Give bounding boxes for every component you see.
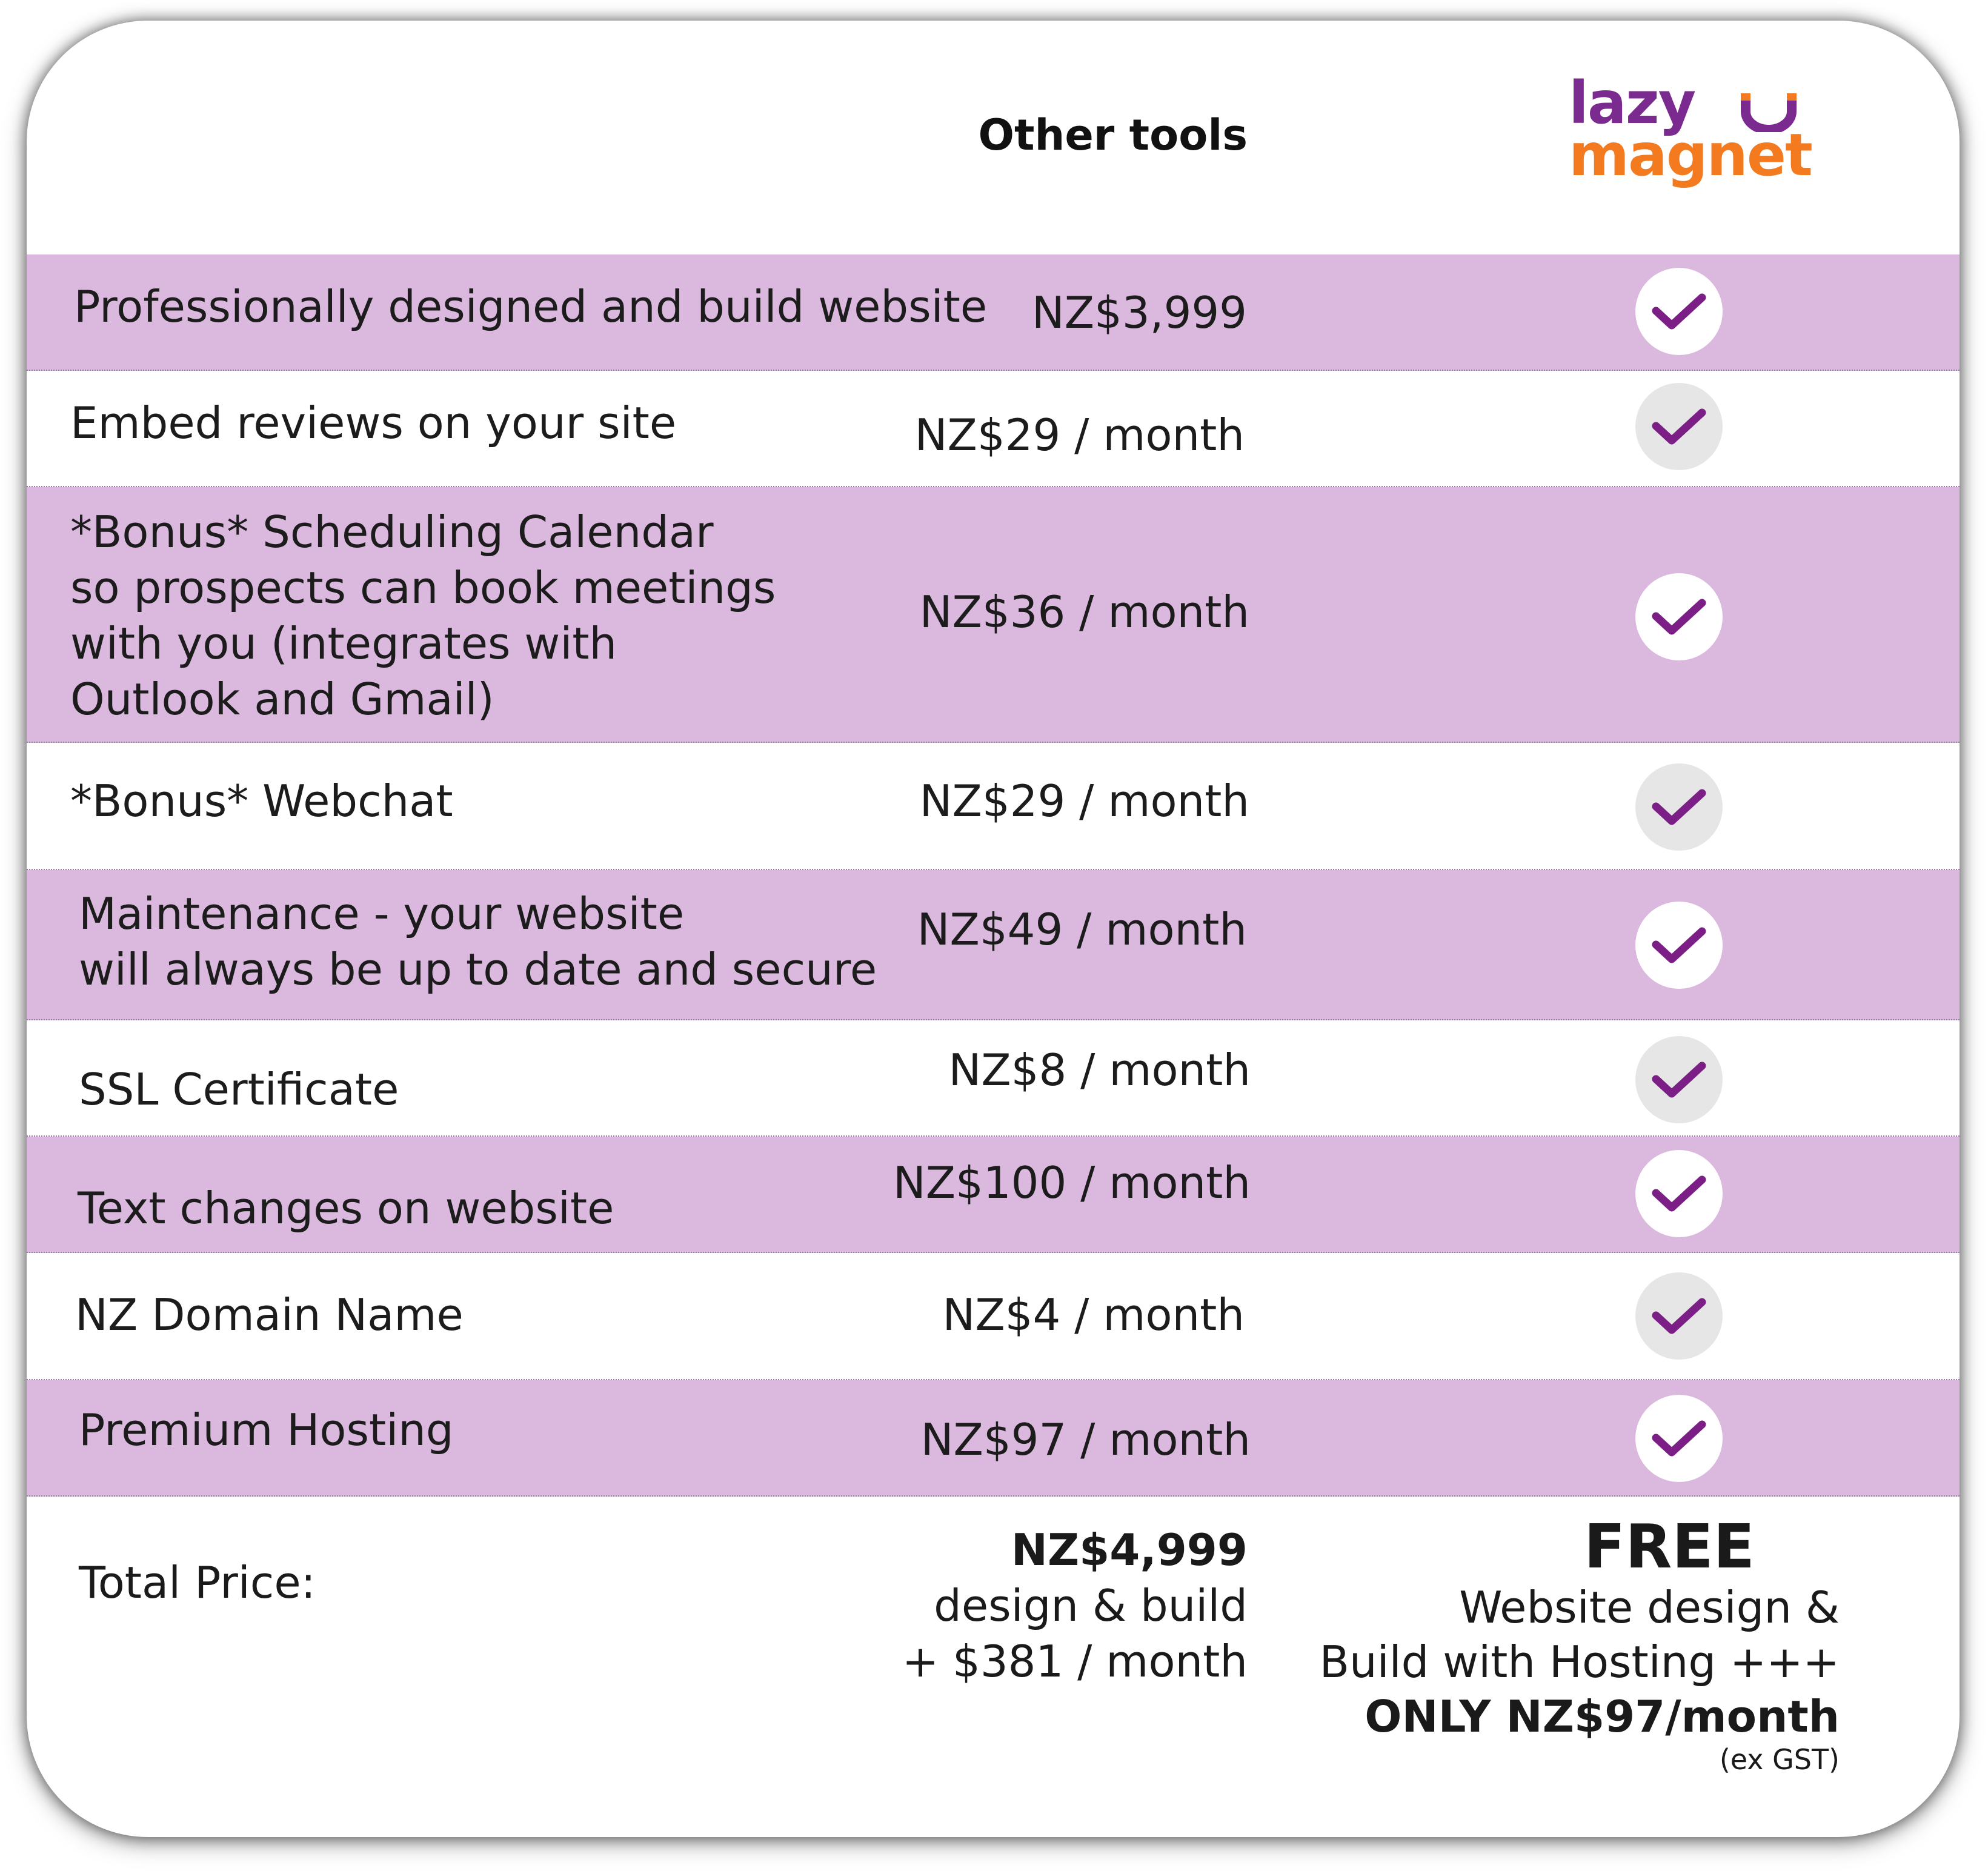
check-icon xyxy=(1635,1272,1723,1360)
feature-line: *Bonus* Scheduling Calendar xyxy=(70,507,714,557)
table-row xyxy=(27,1137,1960,1253)
feature-line: Outlook and Gmail) xyxy=(70,674,494,725)
feature-line: with you (integrates with xyxy=(70,618,617,669)
other-tools-header: Other tools xyxy=(978,110,1248,160)
free-label: FREE xyxy=(1584,1511,1755,1582)
other-price: NZ$8 / month xyxy=(948,1045,1251,1095)
other-price: NZ$29 / month xyxy=(914,410,1245,460)
feature-line: will always be up to date and secure xyxy=(79,944,877,995)
feature-label: Premium Hosting xyxy=(79,1404,454,1455)
feature-label: Professionally designed and build website xyxy=(74,281,988,332)
table-row xyxy=(27,1253,1960,1380)
feature-line: so prospects can book meetings xyxy=(70,562,776,613)
other-total-line: + $381 / month xyxy=(902,1636,1248,1687)
table-row xyxy=(27,487,1960,743)
feature-label: Text changes on website xyxy=(78,1183,614,1234)
feature-label: *Bonus* Webchat xyxy=(70,776,453,826)
feature-label: Embed reviews on your site xyxy=(70,397,677,448)
check-icon xyxy=(1635,902,1723,989)
other-total-line: design & build xyxy=(934,1580,1248,1631)
feature-line: Maintenance - your website xyxy=(79,888,685,939)
table-row xyxy=(27,254,1960,371)
feature-label xyxy=(79,886,877,997)
check-icon xyxy=(1635,268,1723,355)
check-icon xyxy=(1635,1150,1723,1237)
check-icon xyxy=(1635,573,1723,660)
other-price: NZ$4 / month xyxy=(942,1289,1245,1340)
other-tools-total xyxy=(902,1522,1248,1689)
table-row xyxy=(27,743,1960,870)
lazy-magnet-total xyxy=(1319,1511,1840,1776)
other-price: NZ$97 / month xyxy=(920,1414,1251,1465)
feature-label: NZ Domain Name xyxy=(75,1289,464,1340)
other-price: NZ$100 / month xyxy=(893,1157,1251,1208)
logo-word-magnet: magnet xyxy=(1569,121,1812,189)
check-icon xyxy=(1635,383,1723,470)
lm-total-line: Build with Hosting +++ xyxy=(1319,1637,1840,1687)
logo-word-lazy: lazy xyxy=(1569,69,1695,137)
total-price-label: Total Price: xyxy=(79,1557,316,1608)
check-icon xyxy=(1635,1036,1723,1123)
check-icon xyxy=(1635,763,1723,851)
lm-total-price: ONLY NZ$97/month xyxy=(1365,1691,1840,1742)
other-total-amount: NZ$4,999 xyxy=(1011,1524,1248,1575)
other-price: NZ$3,999 xyxy=(1031,287,1247,338)
lazy-magnet-logo xyxy=(1569,69,1853,206)
table-row xyxy=(27,870,1960,1020)
feature-label xyxy=(70,504,776,727)
check-icon xyxy=(1635,1395,1723,1482)
other-price: NZ$29 / month xyxy=(919,776,1249,826)
table-row xyxy=(27,371,1960,487)
other-price: NZ$36 / month xyxy=(919,587,1249,637)
other-price: NZ$49 / month xyxy=(917,904,1247,955)
table-row xyxy=(27,1380,1960,1497)
table-row xyxy=(27,1020,1960,1137)
pricing-comparison-card xyxy=(27,21,1960,1837)
gst-note: (ex GST) xyxy=(1719,1743,1840,1776)
feature-label: SSL Certificate xyxy=(79,1064,399,1115)
lm-total-line: Website design & xyxy=(1459,1582,1840,1633)
